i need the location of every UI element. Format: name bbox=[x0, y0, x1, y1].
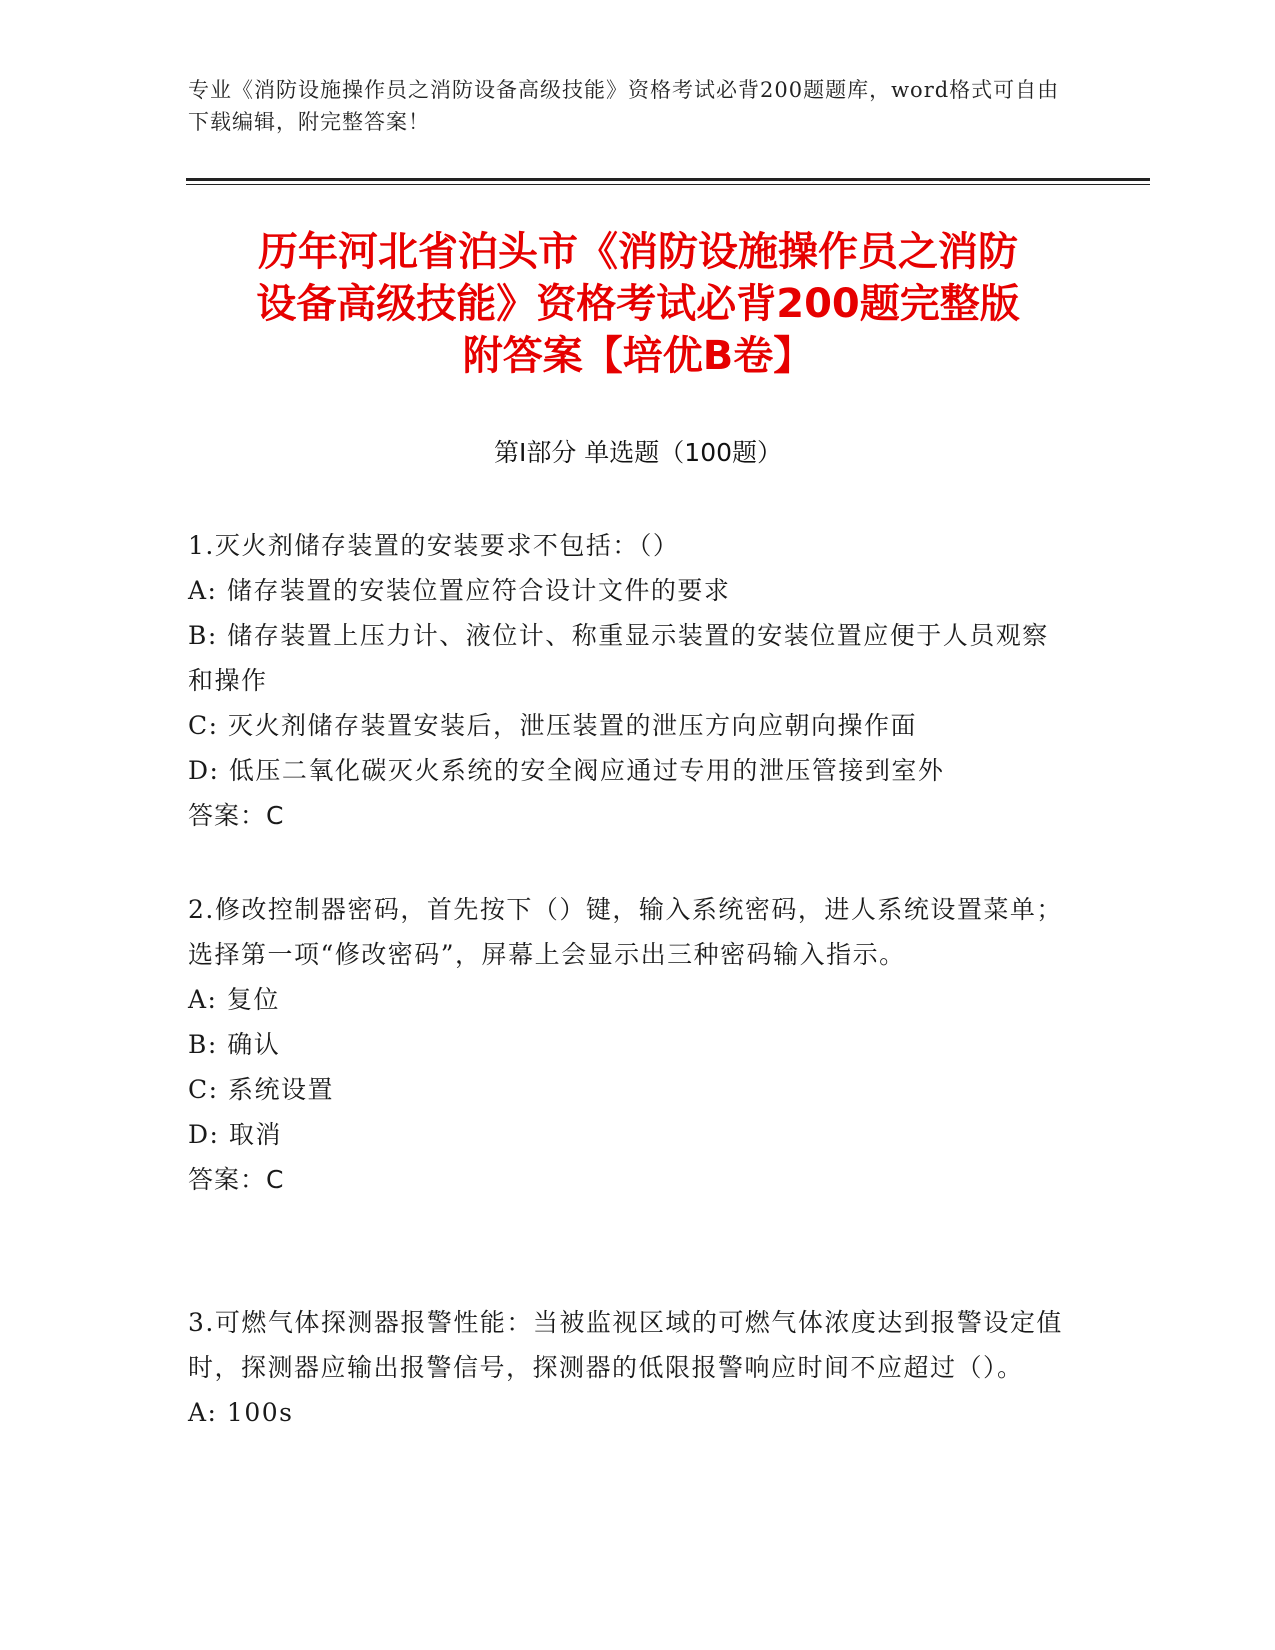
question-block bbox=[188, 1300, 1068, 1435]
option-a: A: 储存装置的安装位置应符合设计文件的要求 bbox=[188, 576, 731, 605]
option-d: D: 低压二氧化碳灭火系统的安全阀应通过专用的泄压管接到室外 bbox=[188, 756, 945, 785]
question-block bbox=[188, 523, 1068, 838]
header-rule-thin bbox=[186, 184, 1150, 185]
option-d: D: 取消 bbox=[188, 1120, 282, 1149]
section-title: 第I部分 单选题（100题） bbox=[493, 438, 783, 467]
question-stem: 1.灭火剂储存装置的安装要求不包括：（） bbox=[188, 531, 680, 560]
header-note: 专业《消防设施操作员之消防设备高级技能》资格考试必背200题题库，word格式可自由下载编辑，附完整答案！ bbox=[188, 78, 1060, 134]
answer-line: 答案：C bbox=[188, 801, 285, 830]
title-line: 设备高级技能》资格考试必背200题完整版 bbox=[256, 281, 1020, 327]
question-stem: 3.可燃气体探测器报警性能：当被监视区域的可燃气体浓度达到报警设定值时，探测器应输出报警信号，探测器的低限报警响应时间不应超过（）。 bbox=[188, 1308, 1063, 1382]
option-a: A: 100s bbox=[188, 1398, 294, 1427]
question-stem: 2.修改控制器密码，首先按下（）键，输入系统密码，进人系统设置菜单；选择第一项“修改密码”，屏幕上会显示出三种密码输入指示。 bbox=[188, 895, 1063, 969]
document-title bbox=[188, 226, 1088, 382]
option-a: A: 复位 bbox=[188, 985, 280, 1014]
option-b: B: 确认 bbox=[188, 1030, 281, 1059]
answer-line: 答案：C bbox=[188, 1165, 285, 1194]
question-block bbox=[188, 887, 1068, 1202]
option-c: C: 灭火剂储存装置安装后，泄压装置的泄压方向应朝向操作面 bbox=[188, 711, 918, 740]
header-rule-thick bbox=[186, 178, 1150, 181]
title-line: 历年河北省泊头市《消防设施操作员之消防 bbox=[258, 229, 1018, 275]
option-b: B: 储存装置上压力计、液位计、称重显示装置的安装位置应便于人员观察和操作 bbox=[188, 621, 1049, 695]
option-c: C: 系统设置 bbox=[188, 1075, 334, 1104]
title-line: 附答案【培优B卷】 bbox=[462, 333, 814, 379]
